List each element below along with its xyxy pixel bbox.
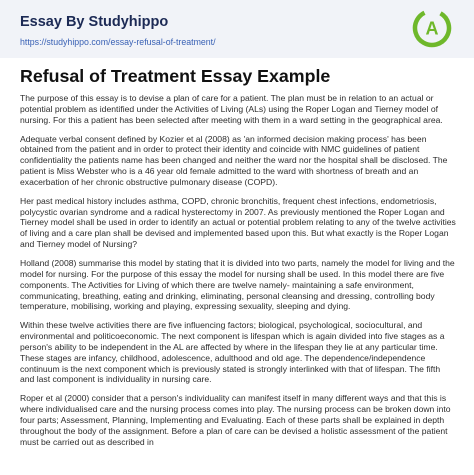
- site-header: [0, 0, 474, 58]
- site-brand[interactable]: Essay By Studyhippo: [20, 14, 169, 30]
- paragraph: Her past medical history includes asthma, COPD, chronic bronchitis, frequent chest infections, endometriosis, polycystic ovarian syndrome and a radical hysterectomy in 2007. As previously mentioned the Roper Logan and Tierney model shall be used in order to identify an actual or potential problem relating to any of the twelve activities of living and a care plan shall be devised and implemented based upon this. But what exactly is the Roper Logan and Tierney model of Nursing?: [20, 195, 456, 250]
- paragraph: Adequate verbal consent defined by Kozier et al (2008) as 'an informed decision making process' has been obtained from the patient and in order to protect their identity and coincide with NMC guidelines of patient confidentiality the patients name has been changed and neither the ward nor the hospital shall be disclosed. The patient is Miss Webster who is a 46 year old female admitted to the ward with shortness of breath and an exacerbation of her chronic obstructive pulmonary disease (COPD).: [20, 133, 448, 187]
- page-url[interactable]: https://studyhippo.com/essay-refusal-of-treatment/: [20, 37, 216, 47]
- logo-letter: A: [425, 18, 439, 39]
- article-title: Refusal of Treatment Essay Example: [20, 66, 331, 86]
- paragraph: Holland (2008) summarise this model by stating that it is divided into two parts, namely the model for living and the model for nursing. For the purpose of this essay the model for nursing shall be used. In this model there are five components. The Activities for Living of which there are twelve namely- maintaining a safe environment, communicating, breathing, eating and drinking, eliminating, personal cleansing and dressing, controlling body temperature, mobilising, working and playing, expressing sexuality, sleeping and dying.: [20, 257, 455, 312]
- paragraph: Within these twelve activities there are five influencing factors; biological, psychological, sociocultural, and environmental and politicoeconomic. The next component is lifespan which is again divided into five stages as a person's ability to be independent in the AL are affected by where in the lifespan they lie at any particular time. These stages are infancy, childhood, adolescence, adulthood and old age. The dependence/independence continuum is the next component which is previously stated is strongly interlinked with that of lifespan. The fifth and last component is individuality in nursing care.: [20, 320, 445, 385]
- studyhippo-logo-icon[interactable]: [412, 8, 452, 48]
- paragraph: The purpose of this essay is to devise a plan of care for a patient. The plan must be in relation to an actual or potential problem as identified under the Activities of Living (ALs) using the Roper Logan and Tierney model of nursing. For this a patient has been selected after meeting with them in a ward setting in the geographical area.: [20, 93, 443, 125]
- article-body: [20, 93, 456, 455]
- paragraph: Roper et al (2000) consider that a person's individuality can manifest itself in many different ways and that this is where individualised care and the nursing process comes into play. The nursing process can be broken down into four parts; Assessment, Planning, Implementing and Evaluating. Each of these parts shall be explained in depth throughout the body of the assignment. Before a plan of care can be devised a holistic assessment of the patient must be carried out as described in: [20, 393, 451, 447]
